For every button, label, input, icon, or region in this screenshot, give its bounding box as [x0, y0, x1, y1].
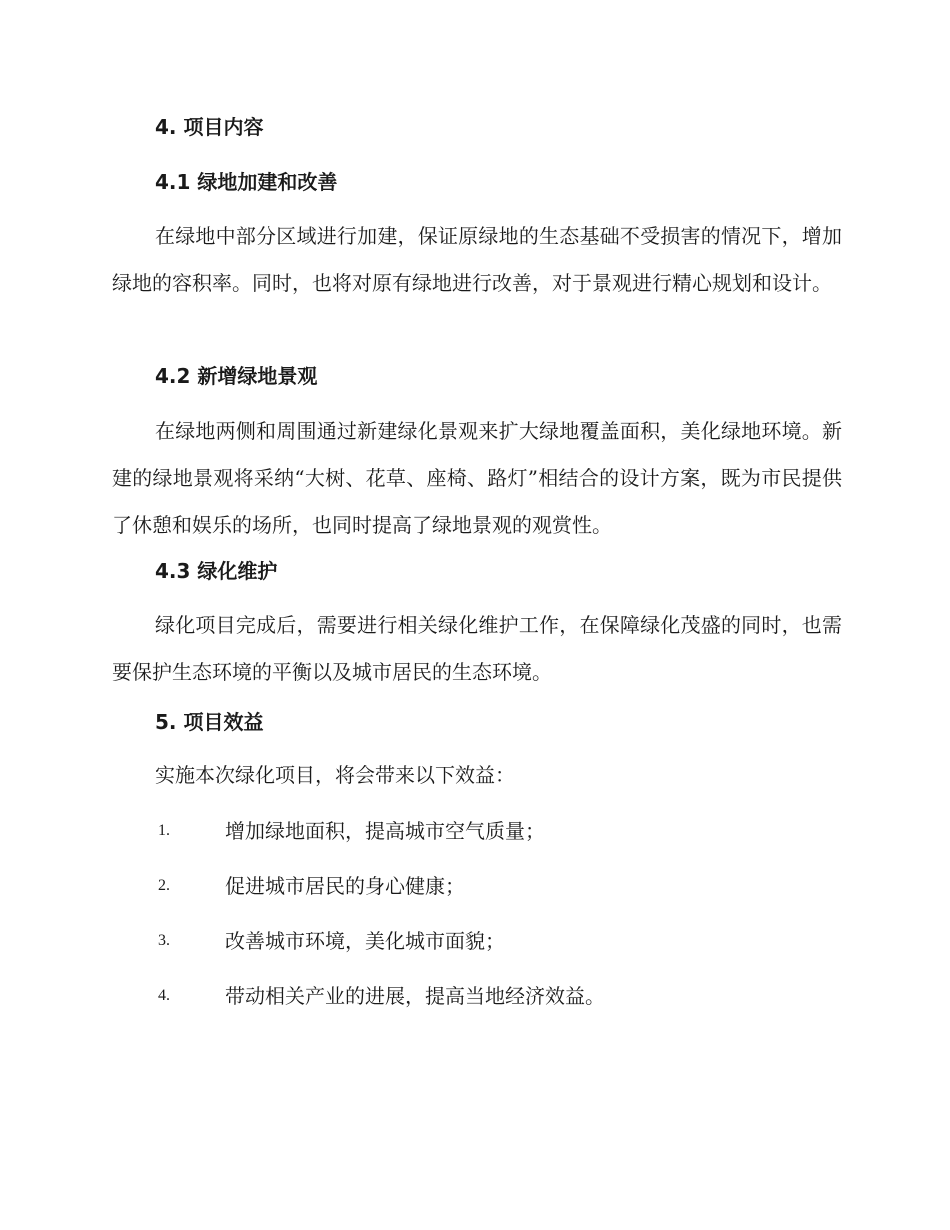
list-item-number: 4. — [158, 987, 170, 1004]
list-item-text: 促进城市居民的身心健康； — [225, 874, 465, 898]
section-5-heading: 5. 项目效益 — [155, 710, 264, 734]
list-item-number: 2. — [158, 877, 170, 894]
section-5-intro: 实施本次绿化项目，将会带来以下效益： — [155, 763, 515, 787]
list-item — [158, 871, 838, 901]
list-item — [158, 926, 838, 956]
section-4-2-paragraph: 在绿地两侧和周围通过新建绿化景观来扩大绿地覆盖面积，美化绿地环境。新建的绿地景观将采纳“大树、花草、座椅、路灯”相结合的设计方案，既为市民提供了休憩和娱乐的场所，也同时提高了绿地景观的观赏性。 — [112, 419, 842, 537]
list-item-number: 1. — [158, 822, 170, 839]
section-4-1-heading: 4.1 绿地加建和改善 — [155, 170, 338, 194]
list-item — [158, 981, 838, 1011]
section-4-3-heading: 4.3 绿化维护 — [155, 559, 278, 583]
section-4-heading: 4. 项目内容 — [155, 115, 264, 139]
list-item-number: 3. — [158, 932, 170, 949]
list-item-text: 带动相关产业的进展，提高当地经济效益。 — [225, 984, 605, 1008]
list-item-text: 增加绿地面积，提高城市空气质量； — [225, 819, 545, 843]
list-item — [158, 816, 838, 846]
section-4-2-heading: 4.2 新增绿地景观 — [155, 364, 318, 388]
section-4-3-paragraph: 绿化项目完成后，需要进行相关绿化维护工作，在保障绿化茂盛的同时，也需要保护生态环境的平衡以及城市居民的生态环境。 — [112, 613, 842, 684]
list-item-text: 改善城市环境，美化城市面貌； — [225, 929, 505, 953]
section-4-1-paragraph: 在绿地中部分区域进行加建，保证原绿地的生态基础不受损害的情况下，增加绿地的容积率。同时，也将对原有绿地进行改善，对于景观进行精心规划和设计。 — [112, 224, 842, 295]
